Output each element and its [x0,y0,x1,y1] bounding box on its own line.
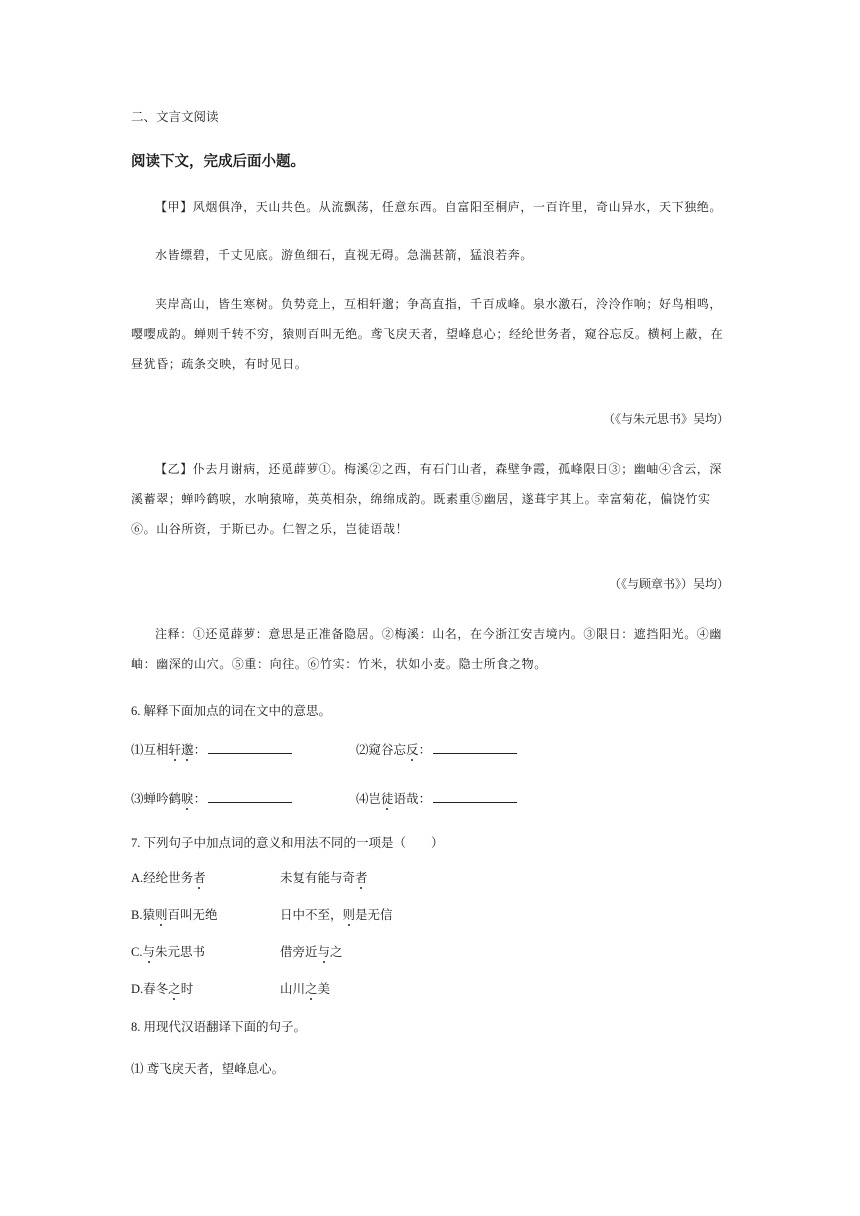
option-a-right: 未复有能与奇者 [280,870,368,885]
passage-b-source: （《与顾章书》）吴均） [608,577,729,591]
answer-blank-1[interactable] [208,741,292,754]
notes: 注释：①还觅薜萝：意思是正准备隐居。②梅溪：山名，在今浙江安吉境内。③限日：遮挡阳光。④幽岫：幽深的山穴。⑤重：向往。⑥竹实：竹米，状如小麦。隐士所食之物。 [131,627,723,671]
passage-a-paragraph-1: 【甲】风烟俱净，天山共色。从流飘荡，任意东西。自富阳至桐庐，一百许里，奇山异水，天下独绝。 [155,200,723,214]
instruction-heading: 阅读下文，完成后面小题。 [131,154,305,170]
question-6-item-4: ⑷岂徒语哉： [356,789,517,807]
passage-a-paragraph-2: 水皆缥碧，千丈见底。游鱼细石，直视无碍。急湍甚箭，猛浪若奔。 [155,248,534,262]
option-c-left[interactable]: C.与朱元思书 [131,945,205,959]
question-6-item-1: ⑴互相轩邈： [131,740,292,758]
option-b-left[interactable]: B.猿则百叫无绝 [131,908,218,922]
answer-blank-3[interactable] [208,790,292,803]
passage-a-paragraph-3: 夹岸高山，皆生寒树。负势竞上，互相轩邈；争高直指，千百成峰。泉水激石，泠泠作响；好鸟相鸣，嘤嘤成韵。蝉则千转不穷，猿则百叫无绝。鸢飞戾天者，望峰息心；经纶世务者，窥谷忘反。横柯上蔽，在昼犹昏；疏条交映，有时见日。 [131,297,724,371]
option-d-right: 山川之美 [280,981,331,996]
option-c-right: 借旁近与之 [280,944,343,959]
question-6-item-2: ⑵窥谷忘反： [356,740,517,758]
question-6-item-3: ⑶蝉吟鹤唳： [131,789,292,807]
question-7-stem: 7. 下列句子中加点词的意义和用法不同的一项是（ ） [131,836,444,850]
answer-blank-2[interactable] [433,741,517,754]
question-8-stem: 8. 用现代汉语翻译下面的句子。 [131,1020,307,1034]
option-d-left[interactable]: D.春冬之时 [131,982,194,996]
option-a-left[interactable]: A.经纶世务者 [131,871,206,885]
option-b-right: 日中不至，则是无信 [280,907,393,922]
section-title: 二、文言文阅读 [131,110,219,124]
passage-a-source: （《与朱元思书》吴均） [602,412,729,426]
passage-b-paragraph: 【乙】仆去月谢病，还觅薜萝①。梅溪②之西，有石门山者，森壁争霞，孤峰限日③；幽岫④含云，深溪蓄翠；蝉吟鹤唳，水响猿啼，英英相杂，绵绵成韵。既素重⑤幽居，遂葺宇其上。幸富菊花，偏饶竹实⑥。山谷所资，于斯已办。仁智之乐，岂徒语哉！ [131,462,723,536]
answer-blank-4[interactable] [433,790,517,803]
question-6-stem: 6. 解释下面加点的词在文中的意思。 [131,704,332,718]
question-8-item-1: ⑴ 鸢飞戾天者，望峰息心。 [131,1062,285,1076]
